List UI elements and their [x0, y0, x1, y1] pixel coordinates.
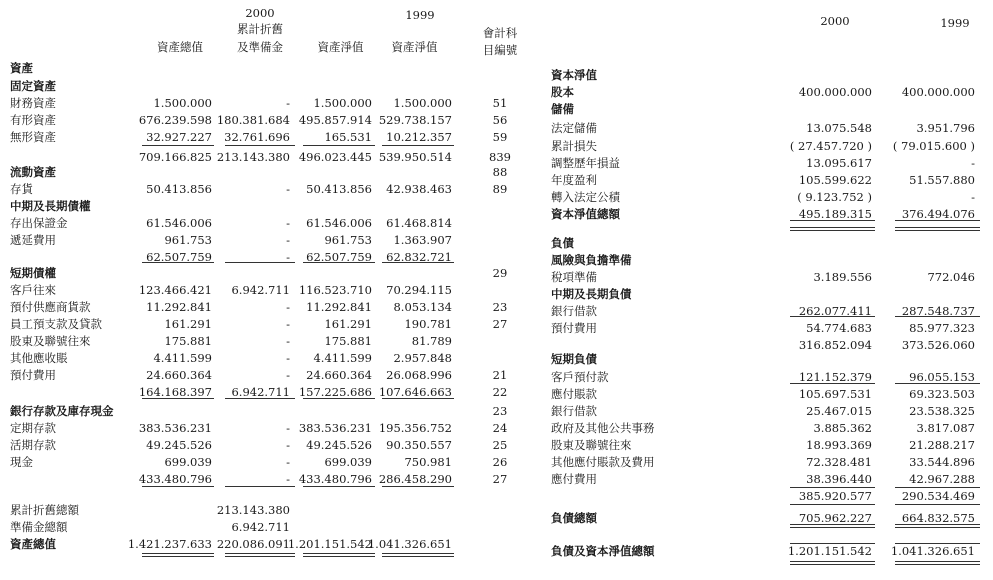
left-row-label: 存貨: [10, 182, 33, 196]
account-code: 51: [492, 96, 508, 110]
left-row-value: 539.950.514: [378, 150, 452, 164]
right-row-value: 105.599.622: [798, 173, 872, 187]
left-row-label: 現金: [10, 455, 33, 469]
right-header-year-1999: 1999: [940, 16, 970, 30]
right-row-value: 3.951.796: [916, 121, 975, 135]
right-row-label: 股東及聯號往來: [551, 438, 632, 452]
left-row-label: 股東及聯號往來: [10, 334, 91, 348]
account-code: 24: [492, 421, 508, 435]
right-row-value: 3.189.556: [813, 270, 872, 284]
left-row-value: 81.789: [411, 334, 452, 348]
left-row-value: 42.938.463: [386, 182, 452, 196]
left-row-value: 220.086.091: [216, 537, 290, 551]
left-row-label: 短期債權: [10, 266, 56, 280]
left-row-value: 1.500.000: [313, 96, 372, 110]
rule: [142, 262, 214, 263]
right-row-label: 其他應付賬款及費用: [551, 455, 655, 469]
account-code: 56: [492, 113, 508, 127]
right-row-label: 預付費用: [551, 321, 597, 335]
header-net-assets-1999: 資產淨值: [391, 40, 438, 54]
left-row-value: 61.546.006: [146, 216, 212, 230]
rule: [790, 504, 875, 505]
left-row-value: 62.507.759: [146, 250, 212, 264]
right-row-label: 銀行借款: [551, 404, 597, 418]
account-code: 88: [492, 165, 508, 179]
left-row-value: 157.225.686: [298, 385, 372, 399]
left-row-value: 496.023.445: [298, 150, 372, 164]
left-row-value: 175.881: [324, 334, 372, 348]
right-row-value: 664.832.575: [901, 511, 975, 525]
double-rule: [142, 553, 214, 557]
left-row-value: 24.660.364: [146, 368, 212, 382]
left-row-value: 433.480.796: [298, 472, 372, 486]
right-row-label: 資本淨值: [551, 68, 597, 82]
left-row-value: 495.857.914: [298, 113, 372, 127]
left-row-label: 準備金總額: [10, 520, 68, 534]
left-row-value: 433.480.796: [138, 472, 212, 486]
assets-heading: 資產: [10, 61, 33, 75]
right-row-value: 1.201.151.542: [787, 544, 872, 558]
right-row-label: 法定儲備: [551, 121, 597, 135]
rule: [790, 316, 875, 317]
left-row-value: 90.350.557: [386, 438, 452, 452]
left-row-value: -: [286, 216, 290, 230]
rule: [225, 398, 295, 399]
right-row-label: 應付費用: [551, 472, 597, 486]
right-row-label: 銀行借款: [551, 304, 597, 318]
rule: [142, 145, 214, 146]
left-row-value: 4.411.599: [153, 351, 212, 365]
left-row-value: 961.753: [324, 233, 372, 247]
header-net-assets-2000: 資產淨值: [317, 40, 364, 54]
right-row-value: 85.977.323: [909, 321, 975, 335]
left-row-value: 32.761.696: [224, 130, 290, 144]
left-row-value: 286.458.290: [378, 472, 452, 486]
left-row-value: 6.942.711: [231, 385, 290, 399]
header-accum-depr-1: 累計折舊: [237, 22, 283, 36]
left-row-value: 195.356.752: [378, 421, 452, 435]
left-row-value: 164.168.397: [138, 385, 212, 399]
left-row-value: 50.413.856: [146, 182, 212, 196]
left-row-value: 49.245.526: [306, 438, 372, 452]
left-row-value: 1.500.000: [393, 96, 452, 110]
left-row-label: 員工預支款及貸款: [10, 317, 102, 331]
right-row-label: 資本淨值總額: [551, 207, 620, 221]
left-row-value: 1.041.326.651: [367, 537, 452, 551]
rule: [303, 486, 375, 487]
left-row-value: 1.421.237.633: [127, 537, 212, 551]
account-code: 89: [492, 182, 508, 196]
right-row-value: 3.885.362: [813, 421, 872, 435]
right-row-label: 負債及資本淨值總額: [551, 544, 655, 558]
right-header-year-2000: 2000: [820, 14, 850, 28]
rule: [303, 145, 375, 146]
right-row-label: 調整歷年損益: [551, 156, 620, 170]
left-row-value: 213.143.380: [216, 503, 290, 517]
left-row-value: 62.507.759: [306, 250, 372, 264]
rule: [895, 504, 980, 505]
left-row-value: -: [286, 250, 290, 264]
right-row-value: 290.534.469: [901, 489, 975, 503]
double-rule: [895, 561, 980, 565]
right-row-value: 69.323.503: [909, 387, 975, 401]
left-row-value: -: [286, 472, 290, 486]
rule: [382, 262, 454, 263]
right-row-label: 累計損失: [551, 139, 597, 153]
left-row-value: -: [286, 334, 290, 348]
left-row-value: 8.053.134: [393, 300, 452, 314]
right-row-label: 儲備: [551, 102, 574, 116]
double-rule: [790, 561, 875, 565]
right-row-value: ( 79.015.600 ): [892, 139, 975, 153]
rule: [895, 220, 980, 221]
left-row-label: 定期存款: [10, 421, 56, 435]
right-row-value: 705.962.227: [798, 511, 872, 525]
right-row-label: 中期及長期負債: [551, 287, 632, 301]
rule: [895, 543, 980, 544]
left-row-value: 750.981: [404, 455, 452, 469]
rule: [790, 543, 875, 544]
left-row-value: 961.753: [164, 233, 212, 247]
left-row-value: -: [286, 96, 290, 110]
right-row-label: 年度盈利: [551, 173, 597, 187]
right-row-value: 13.075.548: [806, 121, 872, 135]
left-row-value: 4.411.599: [313, 351, 372, 365]
account-code: 26: [492, 455, 508, 469]
right-row-label: 客戶預付款: [551, 370, 609, 384]
right-row-value: 33.544.896: [909, 455, 975, 469]
account-code: 21: [492, 368, 508, 382]
left-row-label: 預付供應商貨款: [10, 300, 91, 314]
rule: [225, 486, 295, 487]
right-row-value: 21.288.217: [909, 438, 975, 452]
left-row-label: 遞延費用: [10, 233, 56, 247]
rule: [790, 220, 875, 221]
left-row-value: 61.468.814: [386, 216, 452, 230]
double-rule: [303, 553, 375, 557]
rule: [895, 383, 980, 384]
left-row-value: 11.292.841: [146, 300, 212, 314]
left-row-value: 116.523.710: [298, 283, 372, 297]
account-code: 23: [492, 404, 508, 418]
right-row-value: -: [971, 156, 975, 170]
left-row-value: 529.738.157: [378, 113, 452, 127]
double-rule: [895, 524, 980, 528]
left-row-value: -: [286, 182, 290, 196]
right-row-value: 3.817.087: [916, 421, 975, 435]
header-accum-depr-2: 及準備金: [237, 40, 283, 54]
left-row-value: 6.942.711: [231, 520, 290, 534]
left-row-value: 161.291: [324, 317, 372, 331]
left-row-value: 6.942.711: [231, 283, 290, 297]
right-row-value: 287.548.737: [901, 304, 975, 318]
left-row-value: 70.294.115: [386, 283, 452, 297]
left-row-value: -: [286, 233, 290, 247]
double-rule: [382, 553, 454, 557]
rule: [142, 398, 214, 399]
left-row-value: 180.381.684: [216, 113, 290, 127]
right-row-value: 316.852.094: [798, 338, 872, 352]
left-row-value: 107.646.663: [378, 385, 452, 399]
left-row-value: 709.166.825: [138, 150, 212, 164]
right-row-label: 應付賬款: [551, 387, 597, 401]
left-row-value: -: [286, 368, 290, 382]
right-row-value: 13.095.617: [806, 156, 872, 170]
rule: [225, 262, 295, 263]
left-row-value: 2.957.848: [393, 351, 452, 365]
account-code: 23: [492, 300, 508, 314]
right-row-label: 風險與負擔準備: [551, 253, 632, 267]
right-row-value: 376.494.076: [901, 207, 975, 221]
left-row-label: 流動資產: [10, 165, 56, 179]
left-row-value: -: [286, 300, 290, 314]
right-row-label: 轉入法定公積: [551, 190, 620, 204]
right-row-value: 400.000.000: [798, 85, 872, 99]
header-gross-assets: 資產總值: [157, 40, 203, 54]
left-row-value: 699.039: [164, 455, 212, 469]
left-row-value: 1.201.151.542: [287, 537, 372, 551]
right-row-value: 262.077.411: [798, 304, 872, 318]
right-row-value: 42.967.288: [909, 472, 975, 486]
right-row-value: -: [971, 190, 975, 204]
right-row-label: 負債: [551, 236, 574, 250]
left-row-label: 累計折舊總額: [10, 503, 79, 517]
left-row-label: 財務資產: [10, 96, 56, 110]
right-row-value: ( 9.123.752 ): [797, 190, 872, 204]
left-row-value: 50.413.856: [306, 182, 372, 196]
left-row-value: -: [286, 317, 290, 331]
account-code: 25: [492, 438, 508, 452]
account-code: 839: [489, 150, 511, 164]
right-row-value: 54.774.683: [806, 321, 872, 335]
left-row-value: 123.466.421: [138, 283, 212, 297]
rule: [382, 486, 454, 487]
right-row-label: 稅項準備: [551, 270, 597, 284]
left-row-value: 1.500.000: [153, 96, 212, 110]
account-code: 29: [492, 266, 508, 280]
left-row-value: 24.660.364: [306, 368, 372, 382]
right-row-value: 18.993.369: [806, 438, 872, 452]
right-row-value: 72.328.481: [806, 455, 872, 469]
right-row-value: 772.046: [927, 270, 975, 284]
account-code: 59: [492, 130, 508, 144]
rule: [382, 398, 454, 399]
right-row-value: 51.557.880: [909, 173, 975, 187]
left-row-value: 165.531: [324, 130, 372, 144]
account-code: 27: [492, 317, 508, 331]
right-row-value: 373.526.060: [901, 338, 975, 352]
left-row-value: 161.291: [164, 317, 212, 331]
left-row-value: -: [286, 438, 290, 452]
right-row-label: 短期負債: [551, 352, 597, 366]
left-row-value: 383.536.231: [138, 421, 212, 435]
left-row-value: 11.292.841: [306, 300, 372, 314]
account-code: 22: [492, 385, 508, 399]
left-row-label: 有形資產: [10, 113, 56, 127]
left-row-label: 存出保證金: [10, 216, 68, 230]
left-row-label: 中期及長期債權: [10, 199, 91, 213]
right-row-value: ( 27.457.720 ): [789, 139, 872, 153]
rule: [225, 145, 295, 146]
rule: [382, 145, 454, 146]
left-row-value: 213.143.380: [216, 150, 290, 164]
right-row-value: 38.396.440: [806, 472, 872, 486]
double-rule: [790, 227, 875, 231]
left-row-value: 699.039: [324, 455, 372, 469]
header-acct-code-1: 會計科: [482, 26, 518, 40]
right-row-value: 96.055.153: [909, 370, 975, 384]
left-row-value: 10.212.357: [386, 130, 452, 144]
left-row-label: 無形資產: [10, 130, 56, 144]
right-row-value: 25.467.015: [806, 404, 872, 418]
left-row-label: 固定資產: [10, 79, 56, 93]
right-row-value: 121.152.379: [798, 370, 872, 384]
left-row-value: 61.546.006: [306, 216, 372, 230]
left-row-value: 1.363.907: [393, 233, 452, 247]
left-row-value: 62.832.721: [386, 250, 452, 264]
left-row-value: 26.068.996: [386, 368, 452, 382]
left-row-value: -: [286, 455, 290, 469]
account-code: 27: [492, 472, 508, 486]
double-rule: [790, 524, 875, 528]
double-rule: [225, 553, 295, 557]
header-acct-code-2: 目編號: [482, 43, 518, 57]
left-row-label: 其他應收賬: [10, 351, 68, 365]
right-row-value: 385.920.577: [798, 489, 872, 503]
rule: [895, 316, 980, 317]
right-row-label: 負債總額: [551, 511, 597, 525]
left-row-value: 175.881: [164, 334, 212, 348]
left-row-value: 676.239.598: [138, 113, 212, 127]
left-row-value: 383.536.231: [298, 421, 372, 435]
rule: [790, 487, 875, 488]
rule: [303, 398, 375, 399]
left-row-label: 資產總值: [10, 537, 56, 551]
right-row-label: 股本: [551, 85, 574, 99]
left-row-value: 32.927.227: [146, 130, 212, 144]
right-row-value: 495.189.315: [798, 207, 872, 221]
left-row-value: -: [286, 421, 290, 435]
right-row-value: 1.041.326.651: [890, 544, 975, 558]
double-rule: [895, 227, 980, 231]
rule: [142, 486, 214, 487]
left-row-value: 49.245.526: [146, 438, 212, 452]
right-row-value: 105.697.531: [798, 387, 872, 401]
right-row-value: 400.000.000: [901, 85, 975, 99]
left-row-label: 客戶往來: [10, 283, 56, 297]
left-row-label: 預付費用: [10, 368, 56, 382]
right-row-label: 政府及其他公共事務: [551, 421, 655, 435]
header-year-2000: 2000: [245, 6, 275, 20]
rule: [303, 262, 375, 263]
header-year-1999: 1999: [405, 8, 435, 22]
rule: [790, 383, 875, 384]
left-row-label: 銀行存款及庫存現金: [10, 404, 114, 418]
left-row-label: 活期存款: [10, 438, 56, 452]
rule: [895, 487, 980, 488]
right-row-value: 23.538.325: [909, 404, 975, 418]
left-row-value: -: [286, 351, 290, 365]
left-row-value: 190.781: [404, 317, 452, 331]
